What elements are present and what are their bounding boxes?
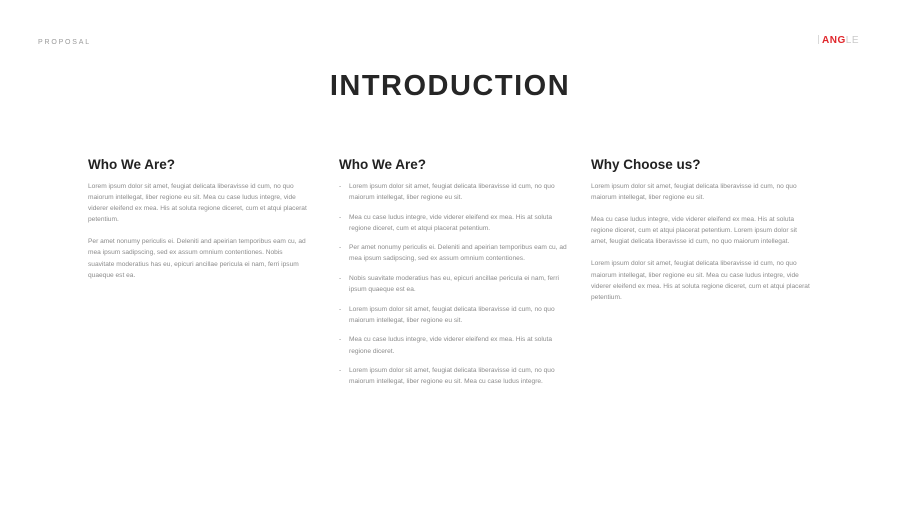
list-item [339, 273, 567, 295]
proposal-label: PROPOSAL [38, 39, 91, 46]
list-item [339, 334, 567, 356]
column-who-we-are-2 [339, 157, 567, 396]
list-item [339, 181, 567, 203]
logo-part-red: ANG [822, 35, 846, 46]
bullet-dash: - [339, 305, 342, 313]
column-paragraph: Lorem ipsum dolor sit amet, feugiat delicata liberavisse id cum, no quo maiorum intellegat, liber regione eu sit. Mea cu case ludus integre, vide viderer eleifend ex mea. His at soluta regione diceret, cum et atqui placerat petentium. [591, 260, 810, 301]
page-title: INTRODUCTION [329, 70, 571, 102]
bullet-dash: - [339, 183, 342, 190]
bullet-dash: - [339, 244, 342, 252]
column-heading: Who We Are? [339, 157, 426, 172]
list-item-text: Mea cu case ludus integre, vide viderer eleifend ex mea. His at soluta regione diceret, cum et atqui placerat petentium. [349, 213, 553, 232]
bullet-dash: - [339, 336, 342, 344]
column-why-choose-us [591, 157, 813, 314]
column-who-we-are-1 [88, 157, 310, 292]
angle-logo [818, 35, 859, 46]
list-item-text: Lorem ipsum dolor sit amet, feugiat delicata liberavisse id cum, no quo maiorum intellegat, liber regione eu sit. Mea cu case ludus integre. [349, 367, 555, 386]
bullet-list [339, 181, 567, 387]
column-paragraph: Mea cu case ludus integre, vide viderer eleifend ex mea. His at soluta regione diceret, cum et atqui placerat petentium. Lorem ipsum dolor sit amet, feugiat delicata liberavisse id cum, no quo maiorum intellegat. [591, 216, 797, 246]
list-item-text: Lorem ipsum dolor sit amet, feugiat delicata liberavisse id cum, no quo maiorum intellegat, liber regione eu sit. [349, 183, 555, 202]
logo-part-grey: LE [845, 35, 859, 46]
list-item [339, 242, 567, 264]
column-paragraph: Lorem ipsum dolor sit amet, feugiat delicata liberavisse id cum, no quo maiorum intellegat, liber regione eu sit. [591, 183, 797, 202]
bullet-dash: - [339, 275, 342, 283]
column-heading: Who We Are? [88, 157, 175, 172]
list-item [339, 212, 567, 234]
list-item [339, 304, 567, 326]
column-paragraph: Per amet nonumy periculis ei. Deleniti and apeirian temporibus eam cu, ad mea ipsum sadipscing, sed ex assum omnium contentiones. Nobis suavitate moderatius has eu, epicuri ancillae pericula ei nam, ferri ipsum quaeque est ea. [88, 238, 306, 279]
list-item-text: Per amet nonumy periculis ei. Deleniti and apeirian temporibus eam cu, ad mea ipsum sadipscing, sed ex assum omnium contentiones. [349, 244, 567, 263]
bullet-dash: - [339, 367, 342, 375]
column-paragraph: Lorem ipsum dolor sit amet, feugiat delicata liberavisse id cum, no quo maiorum intellegat, liber regione eu sit. Mea cu case ludus integre, vide viderer eleifend ex mea. His at soluta regione diceret, cum et atqui placerat petentium. [88, 183, 307, 224]
bullet-dash: - [339, 213, 342, 221]
list-item-text: Mea cu case ludus integre, vide viderer eleifend ex mea. His at soluta regione diceret. [349, 336, 553, 355]
logo-divider [818, 35, 820, 44]
list-item-text: Nobis suavitate moderatius has eu, epicuri ancillae pericula ei nam, ferri ipsum quaeque est ea. [349, 275, 560, 294]
list-item-text: Lorem ipsum dolor sit amet, feugiat delicata liberavisse id cum, no quo maiorum intellegat, liber regione eu sit. [349, 305, 555, 324]
list-item [339, 365, 567, 387]
column-heading: Why Choose us? [591, 157, 701, 172]
